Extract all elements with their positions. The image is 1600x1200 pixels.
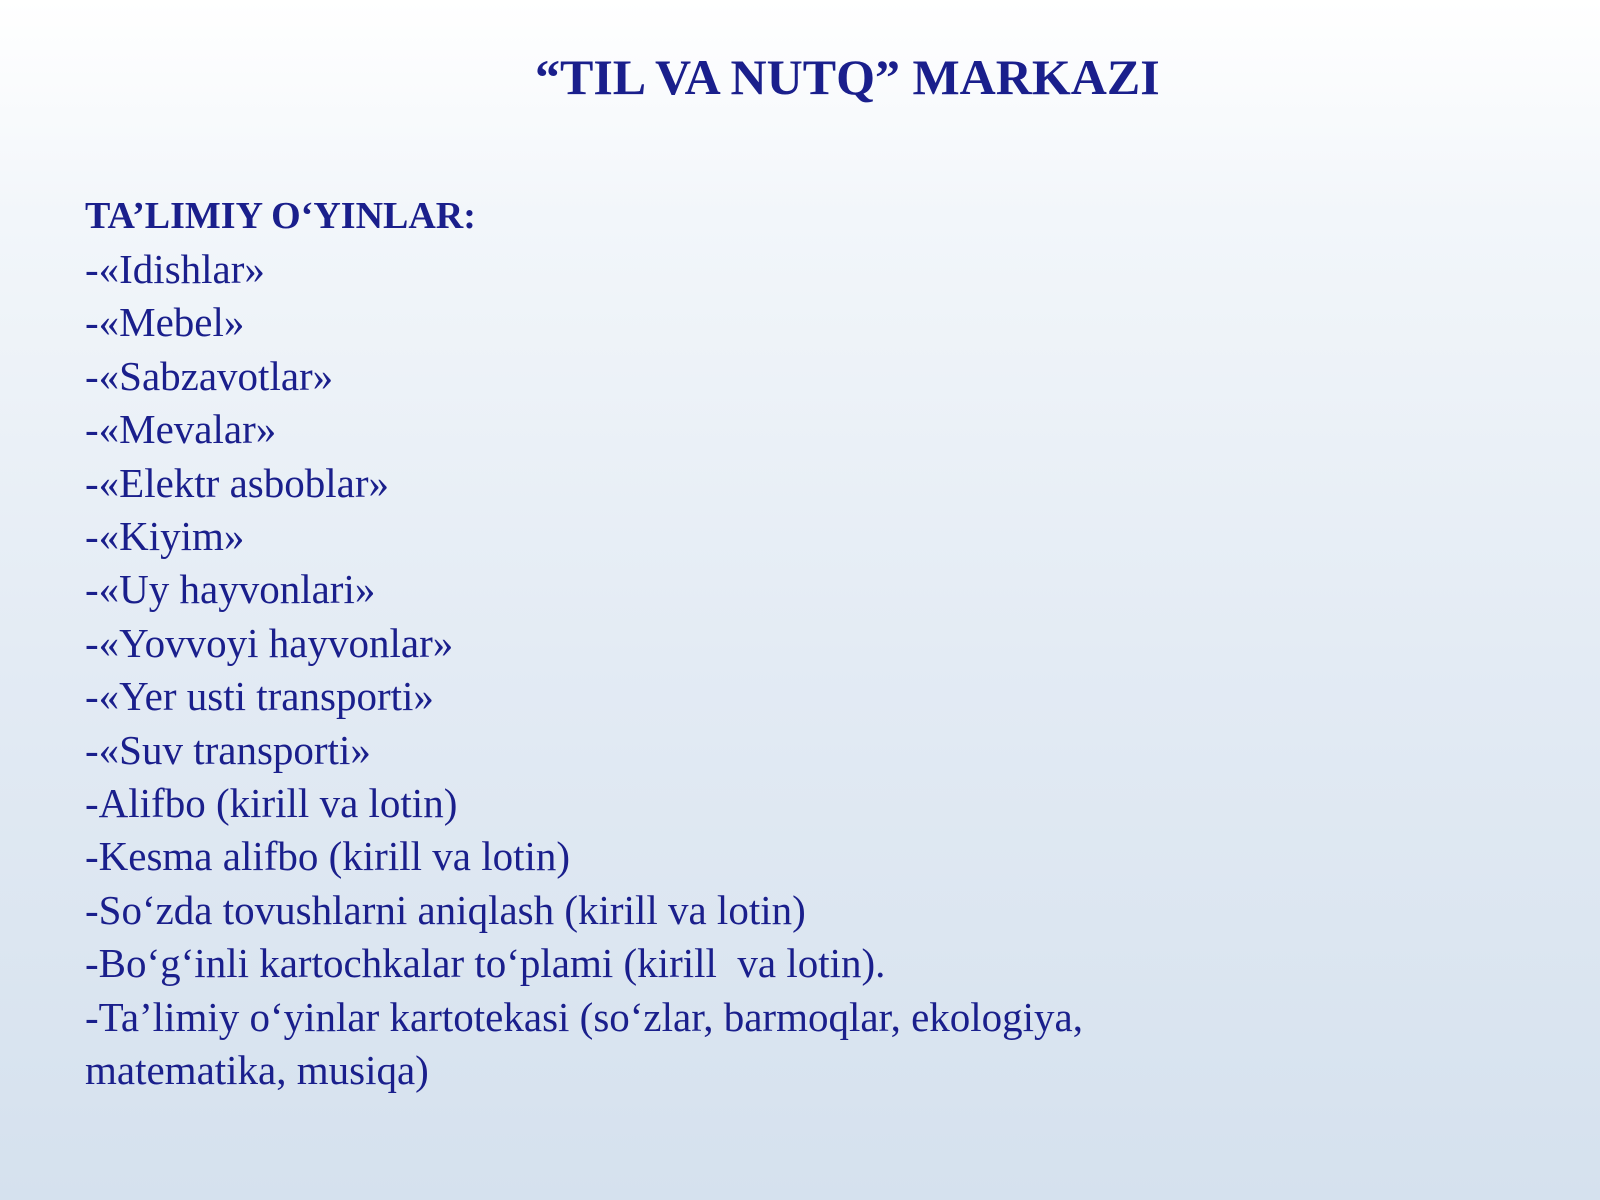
list-item: -«Mebel»	[85, 299, 245, 346]
section-heading: TA’LIMIY O‘YINLAR:	[85, 195, 476, 237]
list-item: -«Suv transporti»	[85, 726, 371, 773]
list-item: -«Yer usti transporti»	[85, 673, 434, 720]
list-item: -«Elektr asboblar»	[85, 459, 389, 506]
list-item: -«Mevalar»	[85, 406, 277, 453]
list-item: -So‘zda tovushlarni aniqlash (kirill va lotin)	[85, 886, 806, 933]
list-item: -Bo‘g‘inli kartochkalar to‘plami (kirill va lotin).	[85, 940, 886, 987]
list-item: -«Kiyim»	[85, 513, 245, 560]
list-item: -Kesma alifbo (kirill va lotin)	[85, 833, 571, 880]
list-item: -«Uy hayvonlari»	[85, 566, 376, 613]
content-block	[85, 190, 1285, 1098]
slide-title: “TIL VA NUTQ” MARKAZI	[535, 49, 1160, 105]
list-item: matematika, musiqa)	[85, 1047, 429, 1094]
list-item: -Alifbo (kirill va lotin)	[85, 780, 458, 827]
list-item: -Ta’limiy o‘yinlar kartotekasi (so‘zlar, barmoqlar, ekologiya,	[85, 993, 1083, 1040]
list-item: -«Sabzavotlar»	[85, 352, 334, 399]
list-item: -«Yovvoyi hayvonlar»	[85, 619, 454, 666]
list-item: -«Idishlar»	[85, 246, 265, 292]
games-list	[85, 243, 1285, 1098]
